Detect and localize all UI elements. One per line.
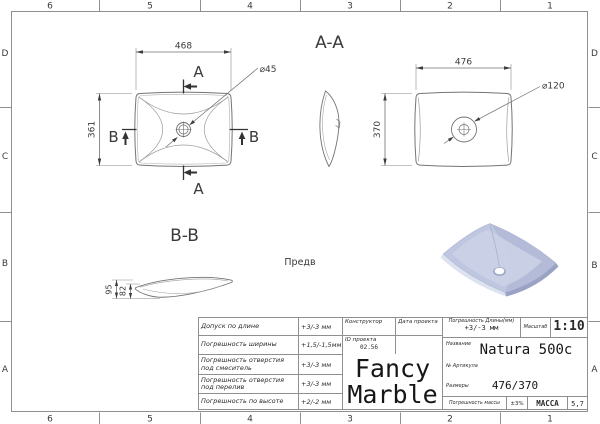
frame-col-label: 1: [547, 414, 553, 424]
article-label: № Артикула: [446, 363, 478, 369]
project-id-value: 02.56: [359, 344, 379, 351]
name-label: Название: [446, 341, 472, 347]
dim-361-label: 361: [87, 120, 98, 139]
tolerance-row: [199, 354, 342, 374]
dim-95-label: 95: [104, 284, 114, 295]
cut-b-right-label: B: [248, 128, 260, 146]
tolerance-value: +1,5/-1,5мм: [298, 336, 343, 354]
project-id-row: [343, 335, 442, 354]
frame-row-label: A: [591, 365, 598, 375]
brand-logo-line2: Marble: [347, 380, 438, 409]
designer-row: [343, 318, 442, 335]
drain-hole-small: [176, 122, 192, 138]
plan-view-large: [373, 58, 565, 167]
frame-col-label: 5: [147, 1, 153, 12]
frame-col-label: 6: [47, 414, 53, 424]
section-a-title: A-A: [315, 33, 344, 53]
tolerance-table: [198, 317, 343, 410]
tolerance-value: +3/-3 мм: [298, 355, 342, 374]
dim-82-label: 82: [118, 285, 128, 297]
frame-row-label: C: [1, 152, 9, 162]
tolerance-label: Допуск по длине: [201, 321, 260, 330]
dim-height-large: [373, 94, 412, 166]
frame-row-label: D: [591, 49, 598, 59]
tolerance-label: Погрешность ширины: [201, 340, 277, 349]
mass-tolerance-value: ±3%: [506, 397, 527, 410]
project-id-cell: [343, 336, 395, 354]
project-id-label: ID проекта: [345, 337, 377, 343]
brand-logo: [343, 356, 442, 408]
dim-468-label: 468: [174, 41, 193, 52]
mass-row: [443, 396, 587, 410]
scale-label: Масштаб: [523, 324, 548, 330]
tolerance-label: Погрешность отверстия под перелив: [201, 375, 285, 391]
drain-dia-small-label: ⌀45: [259, 65, 277, 75]
cut-a-top-label: A: [193, 63, 204, 81]
product-name: Natura 500c: [479, 342, 573, 358]
plan-view-small: [88, 42, 277, 199]
length-tolerance-value: +3/-3 мм: [464, 324, 499, 332]
title-block-main: [443, 337, 587, 396]
tolerance-row: [199, 374, 342, 393]
dish-profile-shape: [135, 277, 232, 297]
cut-b-left-label: B: [108, 128, 119, 146]
designer-label: Конструктор: [345, 319, 383, 325]
brand-block: [342, 317, 443, 410]
frame-col-label: 2: [447, 1, 453, 12]
title-block-top-row: [443, 318, 587, 337]
section-view-b-b: [105, 226, 233, 299]
frame-col-label: 3: [347, 414, 353, 424]
leader-drain-large: [444, 87, 540, 144]
frame-col-label: 4: [247, 1, 253, 12]
preliminary-note: Предв: [284, 257, 316, 268]
frame-col-label: 5: [147, 414, 153, 424]
drain-dia-large-label: ⌀120: [542, 81, 565, 92]
frame-row-label: B: [591, 261, 598, 271]
mass-label: МАССА: [527, 397, 567, 410]
dimensions-value: 476/370: [491, 379, 539, 392]
tolerance-value: +3/-3 мм: [298, 375, 342, 393]
length-tolerance-cell: [443, 318, 520, 337]
length-tolerance-label: Погрешность Длины(мм): [448, 318, 515, 324]
frame-col-label: 2: [447, 414, 453, 424]
frame-col-label: 4: [247, 414, 253, 424]
tolerance-label: Погрешность отверстия под смеситель: [201, 356, 285, 372]
side-profile-shape: [320, 91, 340, 167]
tolerance-value: +2/-2 мм: [298, 394, 342, 409]
cut-a-bottom-label: A: [193, 180, 204, 198]
dim-width-large: [416, 58, 511, 91]
tolerance-row: [199, 318, 342, 335]
tolerance-row: [199, 335, 342, 354]
dim-476-label: 476: [454, 57, 473, 68]
dim-370-label: 370: [373, 120, 383, 139]
frame-row-label: D: [1, 49, 9, 59]
section-b-title: B-B: [170, 226, 199, 246]
section-view-a-a: [315, 33, 344, 167]
scale-value-cell: [550, 318, 587, 337]
project-date-value-cell: [395, 336, 442, 354]
brand-logo-line1: Fancy: [354, 354, 431, 383]
scale-value: 1:10: [553, 319, 585, 334]
section-cut-a: [184, 63, 205, 198]
dimensions-label: Размеры: [446, 383, 469, 389]
sink-3d-render: [441, 224, 559, 297]
frame-col-label: 6: [47, 1, 53, 12]
mass-value: 5,7: [567, 397, 587, 410]
frame-row-label: A: [1, 365, 9, 375]
project-date-label: Дата проекта: [395, 318, 442, 335]
title-block: [442, 317, 588, 410]
frame-col-label: 3: [347, 1, 353, 12]
mass-tolerance-label: Погрешность массы: [449, 401, 500, 406]
frame-row-label: B: [1, 259, 9, 269]
drain-hole-large: [452, 117, 477, 142]
frame-row-label: C: [591, 152, 598, 162]
tolerance-row: [199, 393, 342, 409]
tolerance-value: +3/-3 мм: [298, 318, 342, 335]
tolerance-label: Погрешность по высоте: [201, 396, 284, 405]
frame-col-label: 1: [547, 1, 553, 12]
scale-cell: [520, 318, 550, 337]
